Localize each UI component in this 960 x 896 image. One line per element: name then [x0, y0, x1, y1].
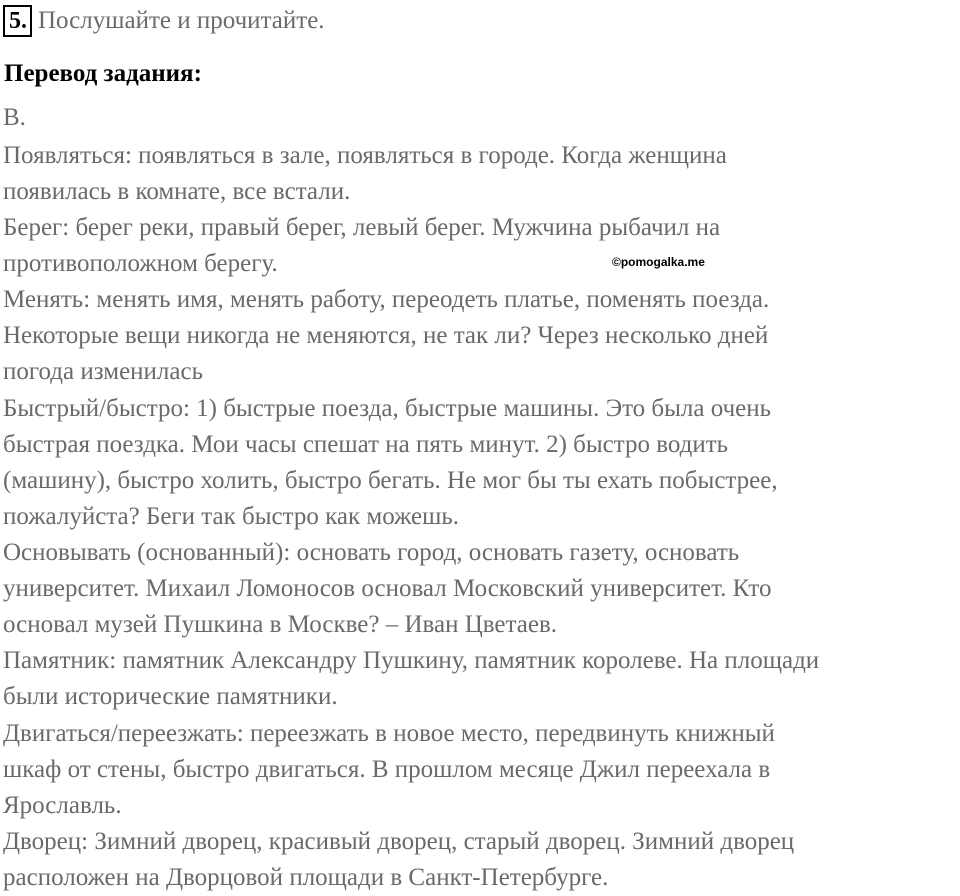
text-line: Основывать (основанный): основать город, основать газету, основать — [3, 539, 740, 566]
task-instruction: Послушайте и прочитайте. — [38, 7, 325, 34]
text-line: Быстрый/быстро: 1) быстрые поезда, быстрые машины. Это была очень — [3, 395, 772, 422]
text-line: шкаф от стены, быстро двигаться. В прошлом месяце Джил переехала в — [3, 756, 771, 783]
text-line: (машину), быстро холить, быстро бегать. Не мог бы ты ехать побыстрее, — [3, 467, 778, 494]
text-line: Появляться: появляться в зале, появляться в городе. Когда женщина — [3, 142, 727, 169]
text-line: Двигаться/переезжать: переезжать в новое место, передвинуть книжный — [3, 720, 775, 747]
text-line: погода изменилась — [3, 358, 203, 385]
text-line: Берег: берег реки, правый берег, левый берег. Мужчина рыбачил на — [3, 214, 721, 241]
task-number: 5. — [3, 5, 32, 37]
text-line: Памятник: памятник Александру Пушкину, памятник королеве. На площади — [3, 647, 820, 674]
text-line: университет. Михаил Ломоносов основал Московский университет. Кто — [3, 575, 772, 602]
text-line: Менять: менять имя, менять работу, переодеть платье, поменять поезда. — [3, 286, 770, 313]
text-line: Некоторые вещи никогда не меняются, не так ли? Через несколько дней — [3, 322, 769, 349]
section-title: Перевод задания: — [4, 60, 202, 87]
task-header — [3, 4, 325, 38]
text-line: появилась в комнате, все встали. — [3, 178, 351, 205]
text-line: Дворец: Зимний дворец, красивый дворец, старый дворец. Зимний дворец — [3, 828, 795, 855]
text-line: основал музей Пушкина в Москве? – Иван Цветаев. — [3, 611, 558, 638]
watermark: ©pomogalka.me — [612, 255, 705, 269]
text-line: пожалуйста? Беги так быстро как можешь. — [3, 503, 460, 530]
text-line: расположен на Дворцовой площади в Санкт-Петербурге. — [3, 864, 609, 891]
text-line: быстрая поездка. Мои часы спешат на пять минут. 2) быстро водить — [3, 431, 729, 458]
text-line: были исторические памятники. — [3, 683, 338, 710]
text-line: Ярославль. — [3, 792, 122, 819]
text-line-section-letter: В. — [3, 104, 26, 131]
text-line: противоположном берегу. — [3, 250, 278, 277]
